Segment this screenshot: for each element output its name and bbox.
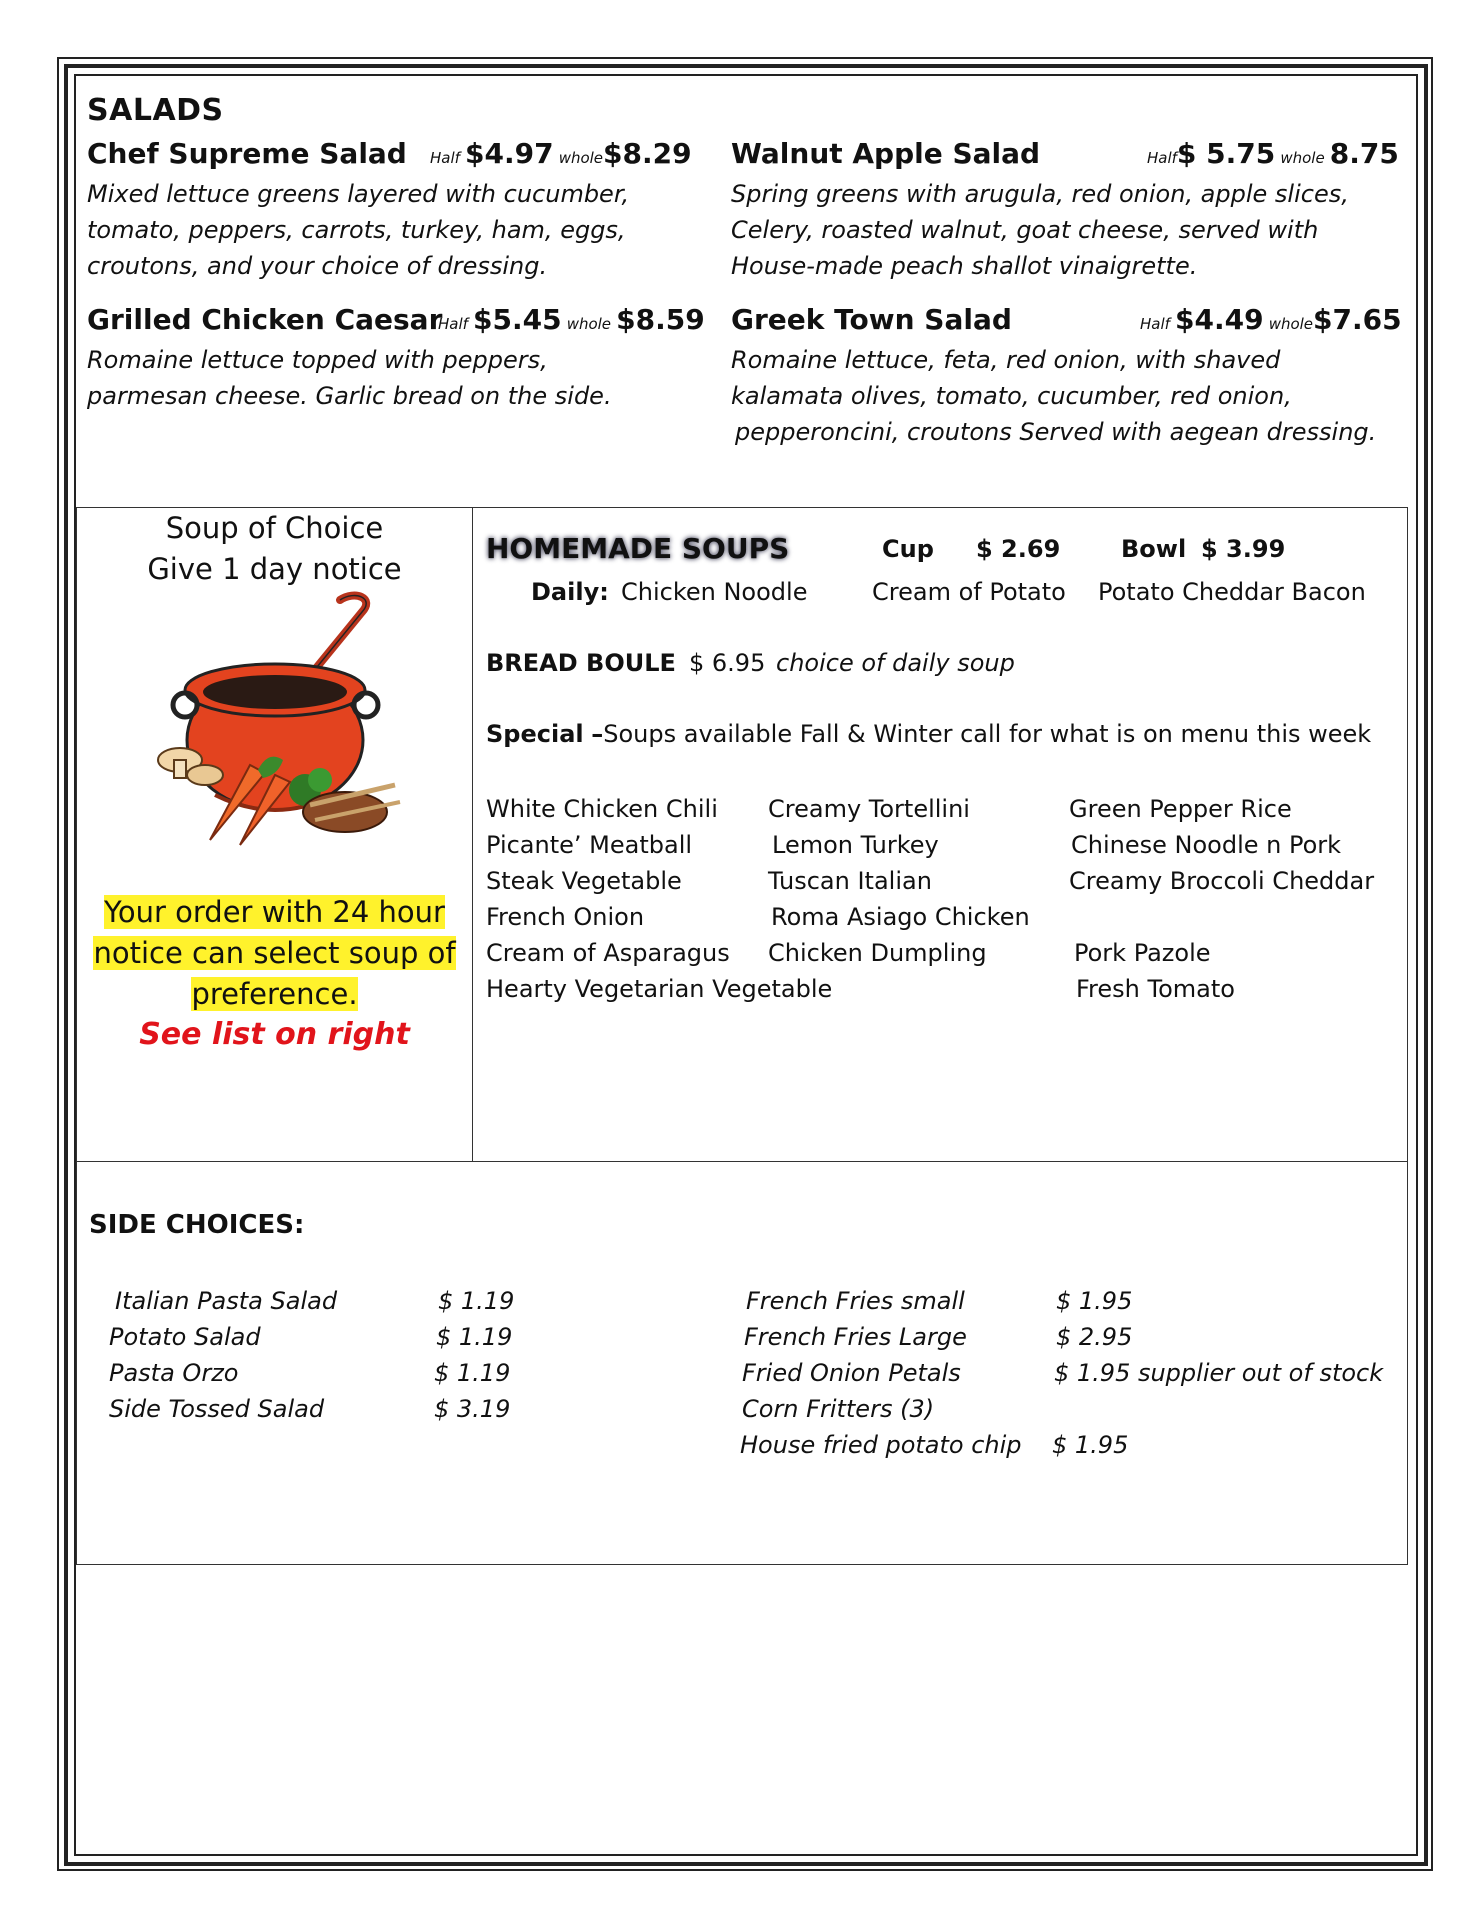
whole-price: $8.59	[616, 303, 705, 336]
salad-name: Walnut Apple Salad	[731, 137, 1041, 170]
see-list-note: See list on right	[139, 1017, 410, 1052]
whole-price: $8.29	[603, 137, 692, 170]
daily-label: Daily:	[531, 578, 609, 606]
soup-list-item: Roma Asiago Chicken	[771, 903, 1030, 931]
grid-line-middle	[76, 1161, 1408, 1162]
side-item-name: House fried potato chip	[740, 1431, 1022, 1459]
salad-item-chef-supreme	[87, 137, 407, 170]
soup-list-item: Steak Vegetable	[486, 867, 682, 895]
whole-price: 8.75	[1329, 137, 1399, 170]
soup-list-col2	[768, 791, 1030, 971]
desc-line: Celery, roasted walnut, goat cheese, served with	[731, 216, 1319, 244]
soup-list-item: Cream of Asparagus	[486, 939, 730, 967]
soup-list-col3	[1069, 791, 1374, 1007]
special-dash: –	[591, 720, 604, 748]
soup-list-item: French Onion	[486, 903, 645, 931]
bread-boule-note: choice of daily soup	[776, 649, 1015, 677]
whole-tag: whole	[566, 315, 612, 333]
salads-title: SALADS	[87, 93, 224, 128]
half-price: $5.45	[473, 303, 562, 336]
salad-description-greek-town	[731, 342, 1391, 450]
desc-line: croutons, and your choice of dressing.	[87, 252, 548, 280]
half-price: $4.97	[465, 137, 554, 170]
cup-price: $ 2.69	[976, 535, 1061, 563]
desc-line: parmesan cheese. Garlic bread on the side.	[87, 382, 612, 410]
soup-of-choice-heading	[77, 508, 472, 590]
salad-prices-walnut-apple	[1147, 137, 1399, 170]
side-item-name: Pasta Orzo	[109, 1359, 239, 1387]
special-line	[486, 720, 1371, 748]
side-item-name: Fried Onion Petals	[742, 1359, 961, 1387]
desc-line: kalamata olives, tomato, cucumber, red onion,	[731, 382, 1292, 410]
soup-list-item: Pork Pazole	[1074, 939, 1211, 967]
soup-list-item: White Chicken Chili	[486, 795, 718, 823]
whole-tag: whole	[558, 149, 604, 167]
side-item-name: Side Tossed Salad	[109, 1395, 325, 1423]
whole-price: $7.65	[1313, 303, 1402, 336]
half-tag: Half	[438, 315, 468, 333]
soup-list-item: Hearty Vegetarian Vegetable	[486, 975, 833, 1003]
soup-list-item: Picante’ Meatball	[486, 831, 693, 859]
soup-list-item: Creamy Tortellini	[768, 795, 970, 823]
soup-pot-illustration	[140, 590, 410, 850]
note-line	[77, 933, 472, 974]
note-line	[77, 892, 472, 933]
side-item-name: French Fries Large	[744, 1323, 967, 1351]
homemade-soups-title: HOMEMADE SOUPS	[486, 532, 790, 565]
bowl-label: Bowl	[1121, 535, 1187, 563]
side-item-price: $ 1.19	[434, 1359, 511, 1387]
side-item-price: $ 1.95	[1056, 1287, 1133, 1315]
salad-name: Greek Town Salad	[731, 303, 1012, 336]
desc-line: Spring greens with arugula, red onion, apple slices,	[731, 180, 1349, 208]
salad-item-grilled-chicken-caesar	[87, 303, 442, 336]
grid-line-right	[1407, 507, 1408, 1565]
soup-list-item: Tuscan Italian	[768, 867, 932, 895]
side-item-price: $ 3.19	[434, 1395, 511, 1423]
bread-boule-label: BREAD BOULE	[486, 649, 676, 677]
side-item-price: $ 2.95	[1056, 1323, 1133, 1351]
desc-line: House-made peach shallot vinaigrette.	[731, 252, 1198, 280]
cup-label: Cup	[882, 535, 934, 563]
side-item-price	[1052, 1391, 1383, 1427]
sides-left-names	[109, 1283, 337, 1427]
soup-list-item: Creamy Broccoli Cheddar	[1069, 867, 1375, 895]
salad-description-walnut-apple	[731, 176, 1391, 284]
salad-prices-chef-supreme	[430, 137, 692, 170]
grid-line-bottom	[76, 1564, 1408, 1565]
half-price: $ 5.75	[1176, 137, 1276, 170]
bowl-price: $ 3.99	[1201, 535, 1286, 563]
daily-soup: Cream of Potato	[872, 578, 1066, 606]
salad-description-chef-supreme	[87, 176, 707, 284]
side-choices-title: SIDE CHOICES:	[89, 1210, 305, 1240]
desc-line: Mixed lettuce greens layered with cucumber,	[87, 180, 630, 208]
special-text: Soups available Fall & Winter call for what is on menu this week	[603, 720, 1372, 748]
soup-choice-line1: Soup of Choice	[165, 511, 384, 545]
soup-list-item: Fresh Tomato	[1076, 975, 1235, 1003]
highlight-line: notice can select soup of	[93, 936, 456, 970]
salad-prices-grilled-chicken-caesar	[438, 303, 705, 336]
soup-list-item: Chicken Dumpling	[768, 939, 987, 967]
sides-left-prices	[432, 1283, 514, 1427]
side-item-price: $ 1.95 supplier out of stock	[1054, 1359, 1384, 1387]
whole-tag: whole	[1268, 315, 1314, 333]
half-tag: Half	[1140, 315, 1170, 333]
desc-line: pepperoncini, croutons Served with aegean dressing.	[735, 418, 1377, 446]
note-line	[77, 974, 472, 1015]
sides-right-names	[740, 1283, 1022, 1463]
highlight-line: Your order with 24 hour	[104, 895, 445, 929]
bread-boule-price: $ 6.95	[689, 649, 766, 677]
half-tag: Half	[430, 149, 460, 167]
soup-list-item: Lemon Turkey	[772, 831, 939, 859]
desc-line: Romaine lettuce topped with peppers,	[87, 346, 548, 374]
soup-preference-note	[77, 892, 472, 1015]
side-item-name: Corn Fritters (3)	[742, 1395, 935, 1423]
side-item-name: Italian Pasta Salad	[115, 1287, 338, 1315]
salad-name: Grilled Chicken Caesar	[87, 303, 443, 336]
daily-soup: Chicken Noodle	[621, 578, 808, 606]
desc-line: tomato, peppers, carrots, turkey, ham, eggs,	[87, 216, 626, 244]
side-item-price: $ 1.95	[1052, 1431, 1129, 1459]
daily-soup: Potato Cheddar Bacon	[1098, 578, 1366, 606]
grid-line-soup-divider	[472, 507, 473, 1161]
side-item-name: Potato Salad	[109, 1323, 261, 1351]
salad-prices-greek-town	[1140, 303, 1402, 336]
half-tag: Half	[1147, 149, 1177, 167]
highlight-line: preference.	[191, 977, 358, 1011]
half-price: $4.49	[1175, 303, 1264, 336]
salad-item-walnut-apple	[731, 137, 1040, 170]
sides-right-prices	[1052, 1283, 1383, 1463]
side-item-name: French Fries small	[746, 1287, 965, 1315]
salad-name: Chef Supreme Salad	[87, 137, 407, 170]
soup-list-item: Chinese Noodle n Pork	[1071, 831, 1342, 859]
side-item-price: $ 1.19	[436, 1323, 513, 1351]
soup-choice-line2: Give 1 day notice	[147, 552, 402, 586]
whole-tag: whole	[1280, 149, 1325, 167]
special-label: Special	[486, 720, 584, 748]
salad-item-greek-town	[731, 303, 1012, 336]
side-item-price: $ 1.19	[438, 1287, 515, 1315]
soup-list-item: Green Pepper Rice	[1069, 795, 1292, 823]
desc-line: Romaine lettuce, feta, red onion, with shaved	[731, 346, 1281, 374]
salad-description-grilled-chicken-caesar	[87, 342, 707, 414]
